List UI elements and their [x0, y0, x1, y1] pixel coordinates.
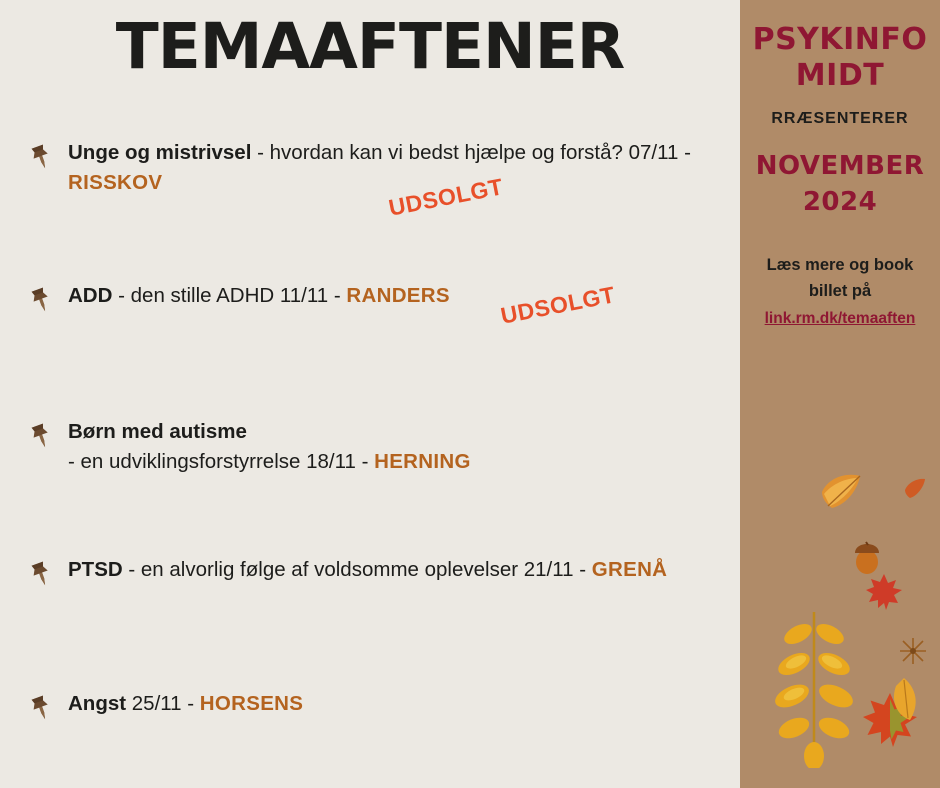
- event-text: [68, 555, 708, 585]
- pushpin-icon: [26, 142, 56, 172]
- booking-line-1: Læs mere og book: [766, 256, 914, 274]
- leaf-icon: [902, 476, 928, 507]
- list-item[interactable]: [0, 417, 740, 477]
- event-title: ADD: [68, 284, 113, 307]
- brand-title: [740, 22, 940, 94]
- event-title: Unge og mistrivsel: [68, 141, 252, 164]
- event-text: [68, 689, 708, 719]
- month-label: NOVEMBER: [755, 151, 925, 181]
- event-text: [68, 417, 708, 477]
- list-item[interactable]: [0, 138, 740, 198]
- pushpin-icon: [26, 421, 56, 451]
- event-location: HORSENS: [199, 692, 304, 715]
- event-location: RANDERS: [346, 284, 450, 307]
- date-block: [740, 148, 940, 220]
- pushpin-icon: [26, 693, 56, 723]
- event-description: - den stille ADHD 11/11 -: [112, 284, 347, 307]
- maple-leaf-icon: [864, 572, 904, 617]
- event-description: - hvordan kan vi bedst hjælpe og forstå? 07/11 -: [251, 141, 691, 164]
- booking-link[interactable]: link.rm.dk/temaaften: [764, 310, 916, 327]
- leaf-icon: [818, 470, 864, 517]
- seed-icon: [898, 636, 928, 671]
- event-list: [0, 138, 740, 745]
- status-badge-sold-out: UDSOLGT: [498, 281, 618, 329]
- list-item[interactable]: [0, 555, 740, 611]
- event-location: HERNING: [374, 450, 471, 473]
- list-item[interactable]: [0, 281, 740, 337]
- branch-leaf-icon: [762, 608, 866, 773]
- event-location: RISSKOV: [68, 171, 163, 194]
- event-location: GRENÅ: [591, 558, 668, 581]
- leaf-icon: [886, 676, 922, 731]
- event-title: PTSD: [68, 558, 123, 581]
- pushpin-icon: [26, 285, 56, 315]
- event-description: - en udviklingsforstyrrelse 18/11 -: [68, 450, 375, 473]
- status-badge-sold-out: UDSOLGT: [386, 173, 506, 221]
- presents-label: RRÆSENTERER: [771, 110, 909, 127]
- pushpin-icon: [26, 559, 56, 589]
- event-description: 25/11 -: [126, 692, 200, 715]
- booking-line-2: billet på: [808, 282, 872, 300]
- brand-line-2: MIDT: [795, 58, 885, 93]
- year-label: 2024: [802, 187, 878, 217]
- brand-line-1: PSYKINFO: [752, 22, 928, 57]
- booking-info: [740, 252, 940, 332]
- list-item[interactable]: [0, 689, 740, 745]
- event-text: [68, 138, 708, 198]
- sidebar: [740, 0, 940, 788]
- event-title: Angst: [68, 692, 127, 715]
- event-title: Børn med autisme: [68, 420, 247, 443]
- page-title: TEMAAFTENER: [115, 10, 625, 83]
- event-description: - en alvorlig følge af voldsomme oplevelser 21/11 -: [122, 558, 592, 581]
